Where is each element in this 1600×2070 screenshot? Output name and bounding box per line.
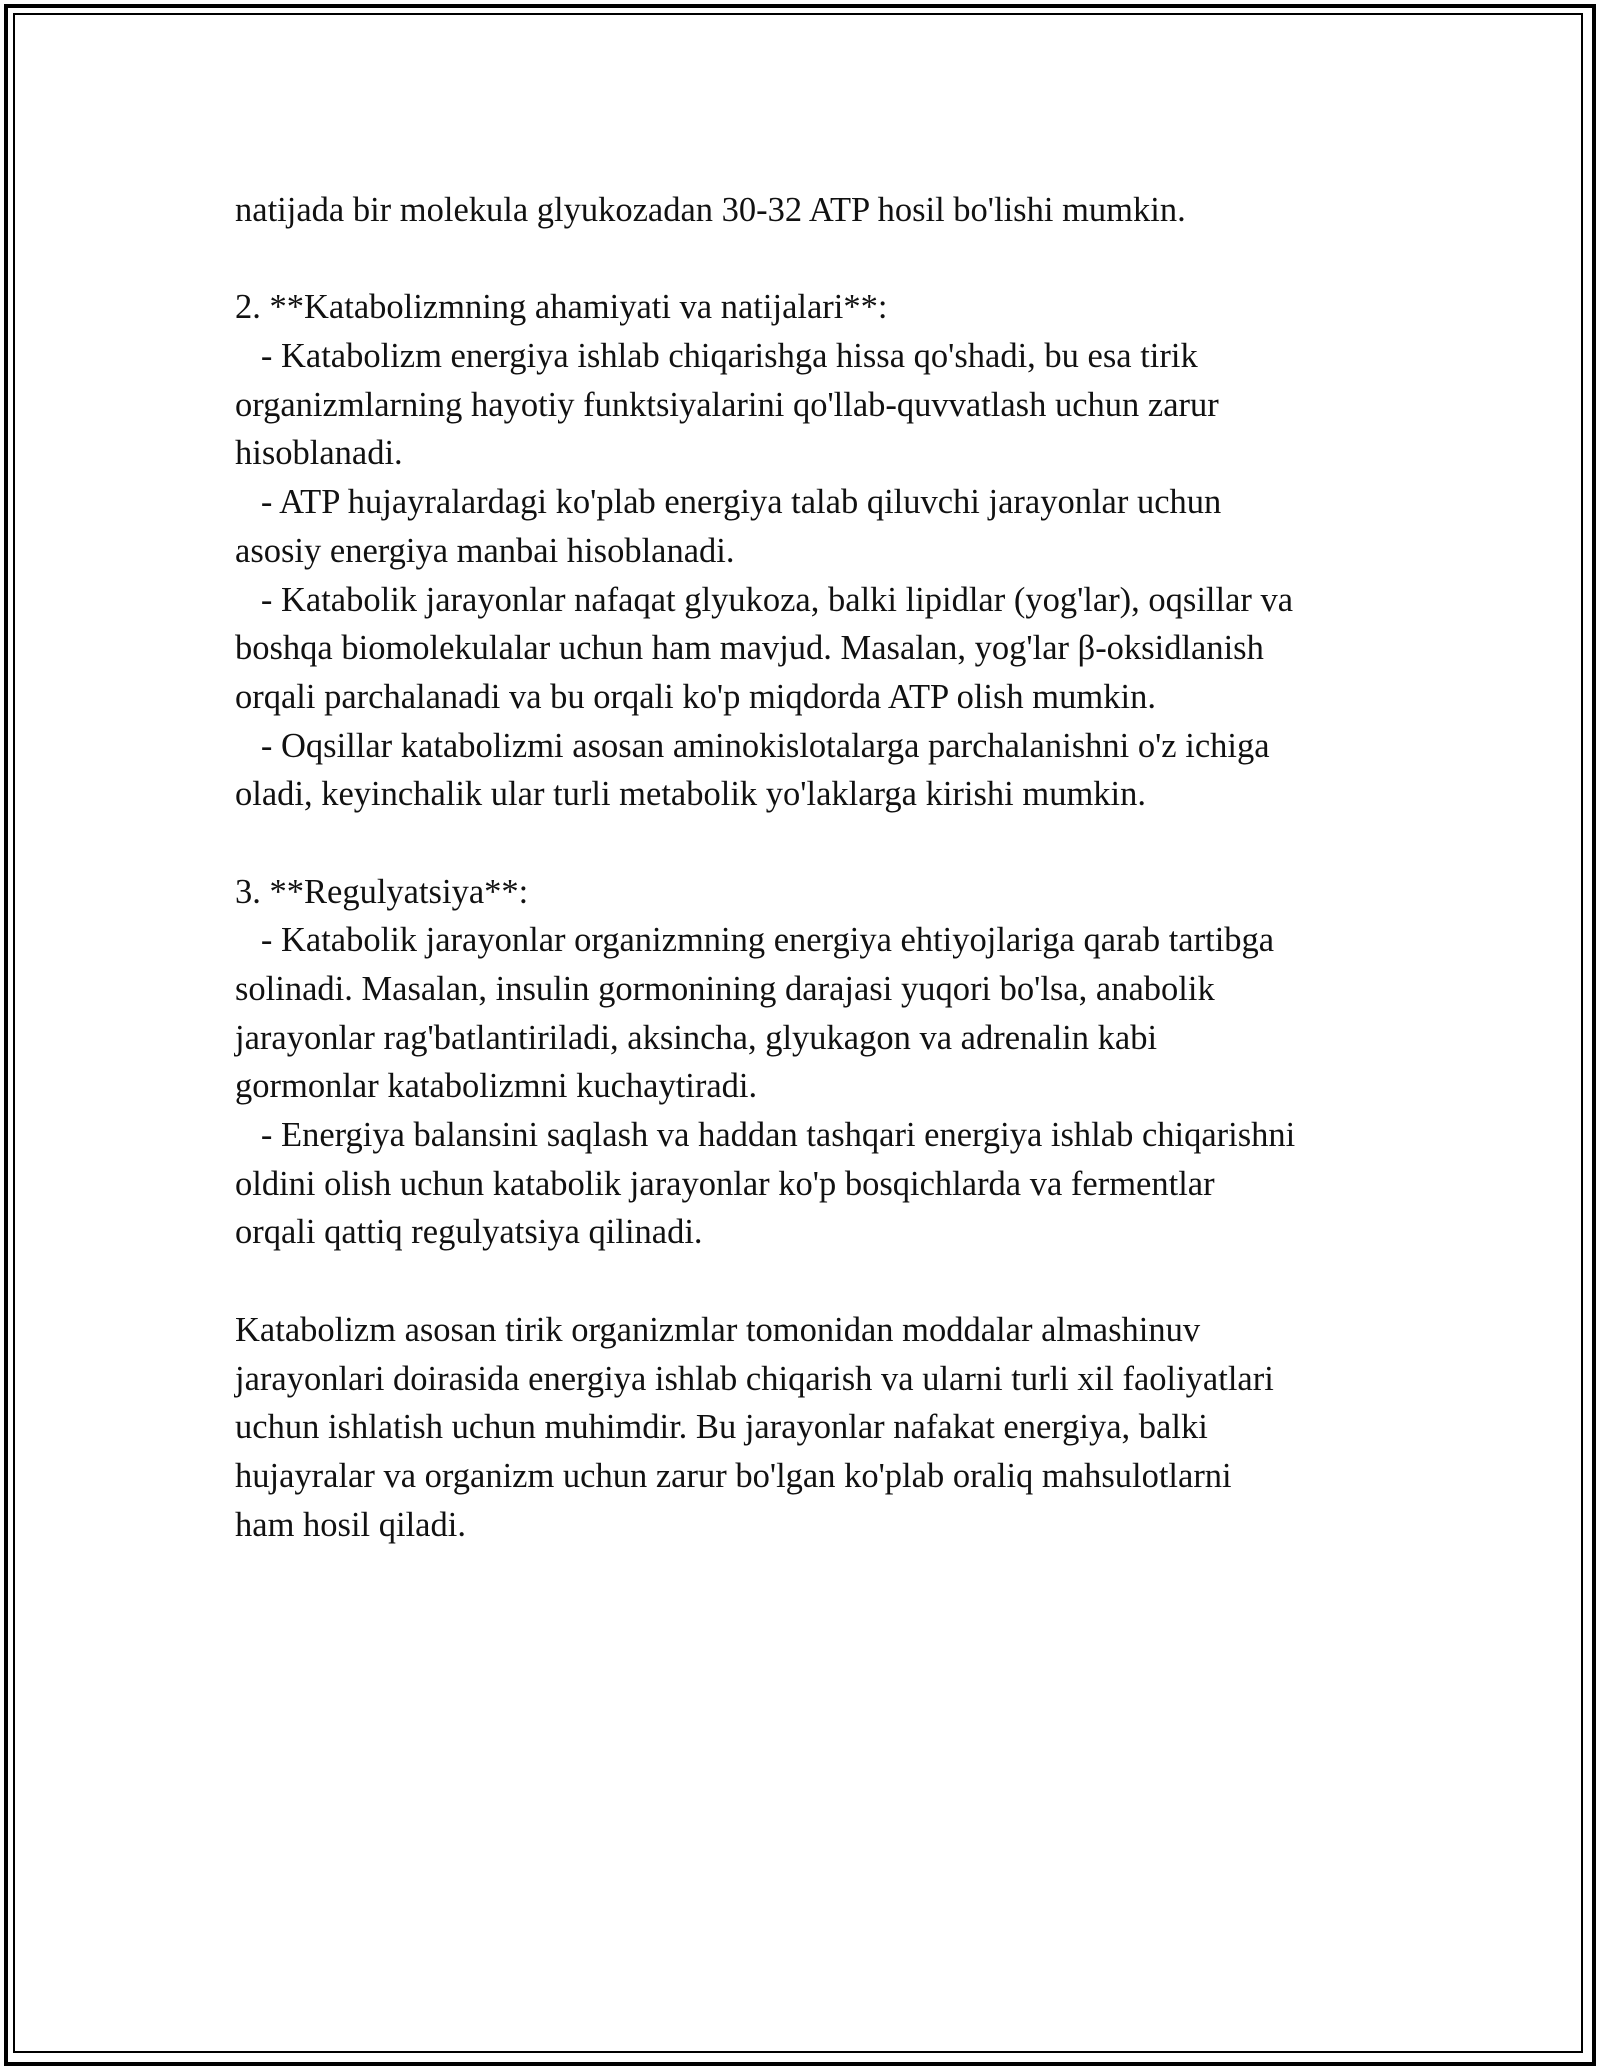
text-line: natijada bir molekula glyukozadan 30-32 ATP hosil bo'lishi mumkin. bbox=[235, 191, 1186, 229]
text-line: oladi, keyinchalik ular turli metabolik yo'laklarga kirishi mumkin. bbox=[235, 775, 1147, 814]
text-line: boshqa biomolekulalar uchun ham mavjud. Masalan, yog'lar β-oksidlanish bbox=[235, 629, 1264, 668]
text-line: ham hosil qiladi. bbox=[235, 1505, 466, 1544]
text-line: jarayonlar rag'batlantiriladi, aksincha, glyukagon va adrenalin kabi bbox=[235, 1018, 1158, 1057]
section-heading: 2. **Katabolizmning ahamiyati va natijalari**: bbox=[235, 288, 888, 327]
text-line: organizmlarning hayotiy funktsiyalarini qo'llab-quvvatlash uchun zarur bbox=[235, 385, 1219, 424]
text-line: hisoblanadi. bbox=[235, 434, 403, 473]
text-line: jarayonlari doirasida energiya ishlab chiqarish va ularni turli xil faoliyatlari bbox=[235, 1359, 1274, 1398]
text-line: orqali parchalanadi va bu orqali ko'p miqdorda ATP olish mumkin. bbox=[235, 677, 1156, 716]
text-line: orqali qattiq regulyatsiya qilinadi. bbox=[235, 1213, 703, 1252]
text-line: asosiy energiya manbai hisoblanadi. bbox=[235, 531, 735, 570]
blank-line bbox=[235, 235, 1380, 284]
text-line: solinadi. Masalan, insulin gormonining darajasi yuqori bo'lsa, anabolik bbox=[235, 970, 1215, 1008]
text-line: oldini olish uchun katabolik jarayonlar ko'p bosqichlarda va fermentlar bbox=[235, 1164, 1215, 1203]
text-line: uchun ishlatish uchun muhimdir. Bu jarayonlar nafakat energiya, balki bbox=[235, 1408, 1208, 1447]
text-line: - Katabolik jarayonlar organizmning energiya ehtiyojlariga qarab tartibga bbox=[235, 921, 1275, 960]
text-line: Katabolizm asosan tirik organizmlar tomonidan moddalar almashinuv bbox=[235, 1310, 1201, 1349]
section-heading: 3. **Regulyatsiya**: bbox=[235, 872, 529, 911]
document-body bbox=[235, 186, 1380, 1549]
text-line: hujayralar va organizm uchun zarur bo'lgan ko'plab oraliq mahsulotlarni bbox=[235, 1456, 1232, 1495]
text-line: - ATP hujayralardagi ko'plab energiya talab qiluvchi jarayonlar uchun bbox=[235, 483, 1222, 522]
blank-line bbox=[235, 1257, 1380, 1306]
text-line: gormonlar katabolizmni kuchaytiradi. bbox=[235, 1067, 758, 1106]
blank-line bbox=[235, 819, 1380, 868]
text-line: - Energiya balansini saqlash va haddan tashqari energiya ishlab chiqarishni bbox=[235, 1116, 1296, 1155]
text-line: - Katabolik jarayonlar nafaqat glyukoza, balki lipidlar (yog'lar), oqsillar va bbox=[235, 580, 1294, 619]
text-line: - Katabolizm energiya ishlab chiqarishga hissa qo'shadi, bu esa tirik bbox=[235, 337, 1198, 376]
text-line: - Oqsillar katabolizmi asosan aminokislotalarga parchalanishni o'z ichiga bbox=[235, 726, 1270, 765]
